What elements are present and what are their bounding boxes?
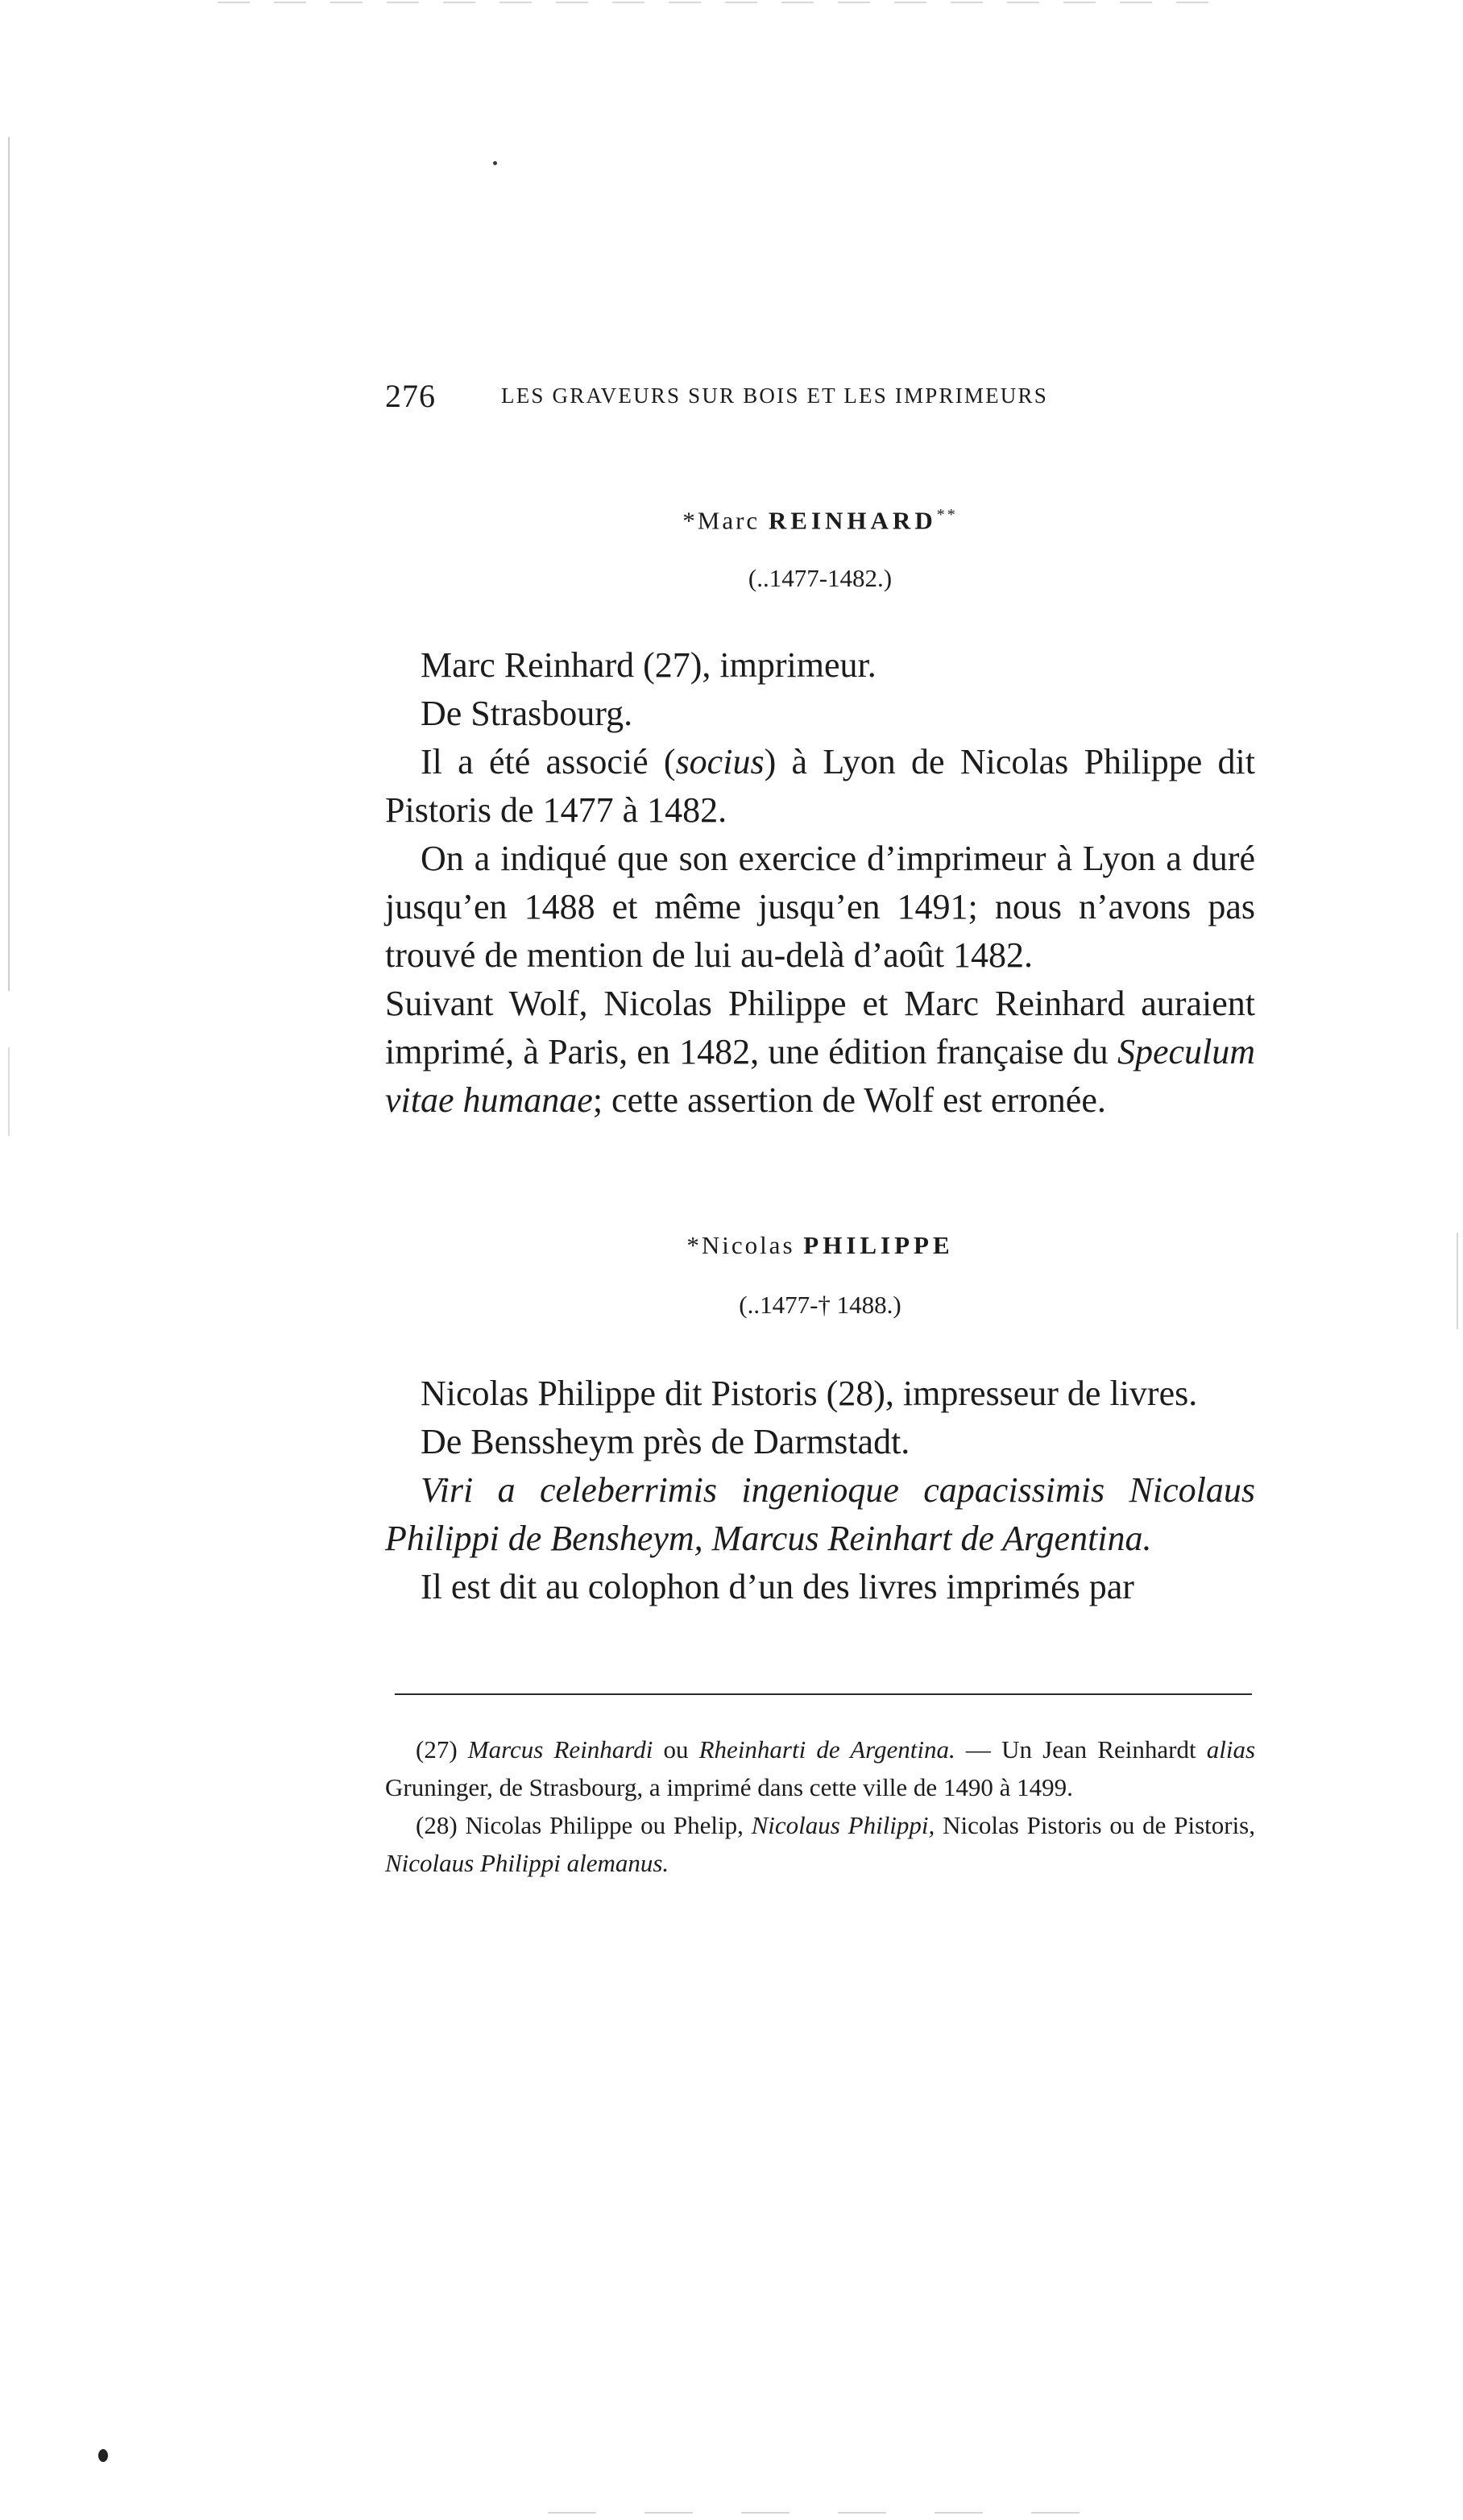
entry-dates-reinhard: (..1477-1482.): [748, 564, 893, 592]
entry-body-reinhard: [385, 641, 1255, 1125]
entry-marker: *: [682, 506, 698, 535]
text-run: Nicolas Pistoris ou de Pistoris,: [935, 1811, 1255, 1839]
entry-surname: REINHARD: [768, 506, 937, 535]
text-run: ; cette assertion de Wolf est erronée.: [592, 1080, 1106, 1120]
footnote-rule: [395, 1693, 1252, 1695]
paragraph: [385, 980, 1255, 1125]
text-run: Suivant Wolf, Nicolas Philippe et Marc Reinhard auraient imprimé, à Paris, en 1482, une édition française du: [385, 984, 1255, 1071]
entry-marker: *: [686, 1231, 702, 1259]
italic-run: Speculum vitae humanae: [385, 1032, 1255, 1120]
ink-speck: [493, 161, 497, 165]
entry-surname-mark: **: [936, 506, 958, 524]
running-head: [385, 377, 1255, 412]
entry-body-philippe: [385, 1370, 1255, 1611]
italic-run: socius: [675, 742, 765, 781]
footnote-number: (27): [416, 1735, 458, 1764]
paragraph: Il est dit au colophon d’un des livres imprimés par: [421, 1567, 1134, 1606]
footnote-27: [385, 1730, 1255, 1806]
entry-given-name: Marc: [697, 506, 761, 535]
entry-given-name: Nicolas: [701, 1231, 795, 1259]
scan-artifact-top: [218, 2, 1233, 3]
text-run: — Un Jean Reinhardt: [955, 1735, 1207, 1764]
running-head-title: LES GRAVEURS SUR BOIS ET LES IMPRIMEURS: [501, 383, 1048, 408]
italic-run: Marcus Reinhardi: [467, 1735, 653, 1764]
footnote-28: [385, 1806, 1255, 1882]
paragraph: Marc Reinhard (27), imprimeur.: [421, 645, 877, 685]
paragraph: [385, 738, 1255, 835]
entry-dates-philippe: (..1477-† 1488.): [739, 1291, 901, 1319]
footnotes: [385, 1730, 1255, 1882]
text-run: Il a été associé (: [421, 742, 676, 781]
scan-artifact-bottom: [548, 2512, 1112, 2514]
paragraph: On a indiqué que son exercice d’imprimeur à Lyon a duré jusqu’en 1488 et même jusqu’en 1491; nous n’avons pas trouvé de mention de lui au-delà d’août 1482.: [385, 839, 1255, 975]
scan-artifact-left-edge: [8, 137, 10, 991]
paragraph: De Strasbourg.: [421, 694, 633, 733]
ink-blot: [98, 2449, 108, 2462]
paragraph: De Benssheym près de Darmstadt.: [421, 1422, 910, 1461]
paragraph: [385, 1466, 1255, 1563]
text-run: ) à Lyon de Nicolas Philippe dit Pistoris de 1477 à 1482.: [385, 742, 1255, 830]
entry-heading-reinhard: [385, 506, 1255, 535]
text-run: Nicolas Philippe ou Phelip,: [465, 1811, 752, 1839]
italic-run: Nicolaus Philippi,: [751, 1811, 935, 1839]
page-number: 276: [385, 378, 436, 414]
italic-run: Nicolaus Philippi alemanus.: [385, 1849, 669, 1877]
italic-run: alias: [1206, 1735, 1256, 1764]
paragraph: Nicolas Philippe dit Pistoris (28), impresseur de livres.: [421, 1374, 1198, 1413]
italic-run: Rheinharti de Argentina.: [698, 1735, 955, 1764]
italic-run: Viri a celeberrimis ingenioque capacissimis Nicolaus Philippi de Bensheym, Marcus Reinhart de Argentina.: [385, 1470, 1255, 1558]
entry-surname: PHILIPPE: [803, 1231, 954, 1259]
scan-artifact-left-edge-lower: [8, 1047, 10, 1136]
text-run: ou: [653, 1735, 699, 1764]
scan-artifact-right-edge: [1457, 1233, 1458, 1329]
text-run: Gruninger, de Strasbourg, a imprimé dans cette ville de 1490 à 1499.: [385, 1773, 1073, 1801]
footnote-number: (28): [416, 1811, 458, 1839]
entry-heading-philippe: [385, 1231, 1255, 1260]
